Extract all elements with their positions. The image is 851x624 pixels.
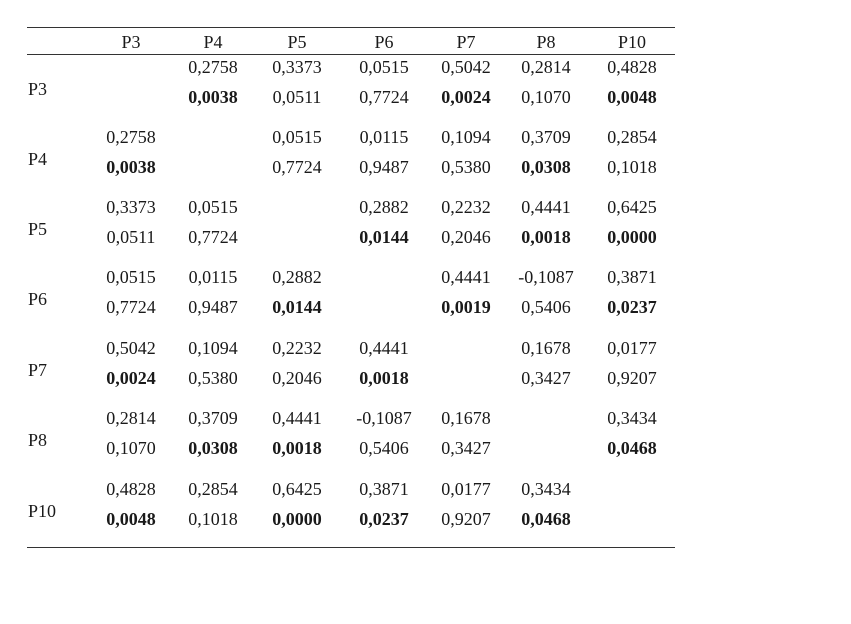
p-value-cell: 0,1070 <box>106 438 156 458</box>
p-value-cell: 0,0038 <box>106 157 156 177</box>
p-value-cell: 0,0144 <box>272 297 322 317</box>
correlation-coefficient-cell: 0,1094 <box>441 127 491 147</box>
p-value-cell: 0,0308 <box>188 438 238 458</box>
correlation-coefficient-cell: 0,3434 <box>521 479 571 499</box>
p-value-cell: 0,3427 <box>441 438 491 458</box>
row-header-p7: P7 <box>28 360 48 380</box>
table-top-rule <box>27 27 675 28</box>
p-value-cell: 0,1018 <box>188 509 238 529</box>
p-value-cell: 0,0468 <box>521 509 571 529</box>
correlation-coefficient-cell: 0,4441 <box>521 197 571 217</box>
table-bottom-rule <box>27 547 675 548</box>
correlation-coefficient-cell: 0,1094 <box>188 338 238 358</box>
p-value-cell: 0,0237 <box>359 509 409 529</box>
correlation-coefficient-cell: 0,2882 <box>359 197 409 217</box>
p-value-cell: 0,0018 <box>359 368 409 388</box>
correlation-coefficient-cell: 0,0115 <box>359 127 409 147</box>
correlation-coefficient-cell: 0,2232 <box>272 338 322 358</box>
correlation-coefficient-cell: 0,2758 <box>106 127 156 147</box>
p-value-cell: 0,0000 <box>272 509 322 529</box>
p-value-cell: 0,0468 <box>607 438 657 458</box>
column-header-p8: P8 <box>536 32 556 52</box>
p-value-cell: 0,0308 <box>521 157 571 177</box>
p-value-cell: 0,2046 <box>272 368 322 388</box>
p-value-cell: 0,5406 <box>359 438 409 458</box>
correlation-coefficient-cell: 0,6425 <box>607 197 657 217</box>
correlation-coefficient-cell: 0,3709 <box>521 127 571 147</box>
p-value-cell: 0,5380 <box>441 157 491 177</box>
correlation-coefficient-cell: 0,2854 <box>188 479 238 499</box>
p-value-cell: 0,9207 <box>607 368 657 388</box>
row-header-p10: P10 <box>28 501 57 521</box>
correlation-coefficient-cell: 0,0177 <box>441 479 491 499</box>
row-header-p3: P3 <box>28 79 48 99</box>
row-header-p4: P4 <box>28 149 48 169</box>
column-header-p10: P10 <box>617 32 647 52</box>
p-value-cell: 0,9207 <box>441 509 491 529</box>
correlation-coefficient-cell: 0,1678 <box>521 338 571 358</box>
column-header-p3: P3 <box>121 32 141 52</box>
p-value-cell: 0,0019 <box>441 297 491 317</box>
column-header-p7: P7 <box>456 32 476 52</box>
correlation-coefficient-cell: 0,0115 <box>188 267 238 287</box>
p-value-cell: 0,7724 <box>188 227 238 247</box>
correlation-coefficient-cell: 0,0515 <box>272 127 322 147</box>
p-value-cell: 0,0048 <box>106 509 156 529</box>
correlation-coefficient-cell: 0,3434 <box>607 408 657 428</box>
correlation-coefficient-cell: 0,2882 <box>272 267 322 287</box>
correlation-coefficient-cell: 0,2758 <box>188 57 238 77</box>
p-value-cell: 0,5380 <box>188 368 238 388</box>
p-value-cell: 0,9487 <box>359 157 409 177</box>
p-value-cell: 0,0237 <box>607 297 657 317</box>
correlation-coefficient-cell: 0,3373 <box>106 197 156 217</box>
p-value-cell: 0,0144 <box>359 227 409 247</box>
correlation-coefficient-cell: 0,5042 <box>441 57 491 77</box>
correlation-coefficient-cell: 0,6425 <box>272 479 322 499</box>
correlation-coefficient-cell: 0,3871 <box>359 479 409 499</box>
p-value-cell: 0,3427 <box>521 368 571 388</box>
correlation-coefficient-cell: 0,2814 <box>521 57 571 77</box>
correlation-coefficient-cell: 0,0515 <box>359 57 409 77</box>
p-value-cell: 0,7724 <box>359 87 409 107</box>
p-value-cell: 0,0038 <box>188 87 238 107</box>
correlation-coefficient-cell: 0,3871 <box>607 267 657 287</box>
column-header-p6: P6 <box>374 32 394 52</box>
p-value-cell: 0,1070 <box>521 87 571 107</box>
p-value-cell: 0,5406 <box>521 297 571 317</box>
p-value-cell: 0,0048 <box>607 87 657 107</box>
correlation-coefficient-cell: 0,4828 <box>607 57 657 77</box>
correlation-coefficient-cell: 0,3373 <box>272 57 322 77</box>
correlation-coefficient-cell: 0,0177 <box>607 338 657 358</box>
correlation-coefficient-cell: 0,4441 <box>272 408 322 428</box>
p-value-cell: 0,0018 <box>521 227 571 247</box>
row-header-p8: P8 <box>28 430 48 450</box>
p-value-cell: 0,0000 <box>607 227 657 247</box>
row-header-p6: P6 <box>28 289 48 309</box>
correlation-coefficient-cell: 0,0515 <box>188 197 238 217</box>
correlation-coefficient-cell: 0,4441 <box>359 338 409 358</box>
table-header-rule <box>27 54 675 55</box>
p-value-cell: 0,0024 <box>441 87 491 107</box>
correlation-coefficient-cell: 0,2814 <box>106 408 156 428</box>
p-value-cell: 0,9487 <box>188 297 238 317</box>
p-value-cell: 0,0511 <box>106 227 156 247</box>
correlation-coefficient-cell: 0,1678 <box>441 408 491 428</box>
p-value-cell: 0,2046 <box>441 227 491 247</box>
correlation-coefficient-cell: 0,4828 <box>106 479 156 499</box>
p-value-cell: 0,7724 <box>272 157 322 177</box>
column-header-p5: P5 <box>287 32 307 52</box>
correlation-coefficient-cell: -0,1087 <box>356 408 412 428</box>
correlation-coefficient-cell: 0,2232 <box>441 197 491 217</box>
p-value-cell: 0,1018 <box>607 157 657 177</box>
column-header-p4: P4 <box>203 32 223 52</box>
correlation-coefficient-cell: 0,0515 <box>106 267 156 287</box>
correlation-coefficient-cell: 0,4441 <box>441 267 491 287</box>
correlation-coefficient-cell: 0,3709 <box>188 408 238 428</box>
row-header-p5: P5 <box>28 219 48 239</box>
p-value-cell: 0,0024 <box>106 368 156 388</box>
correlation-coefficient-cell: 0,2854 <box>607 127 657 147</box>
p-value-cell: 0,0511 <box>272 87 322 107</box>
p-value-cell: 0,0018 <box>272 438 322 458</box>
correlation-coefficient-cell: -0,1087 <box>518 267 574 287</box>
correlation-coefficient-cell: 0,5042 <box>106 338 156 358</box>
p-value-cell: 0,7724 <box>106 297 156 317</box>
